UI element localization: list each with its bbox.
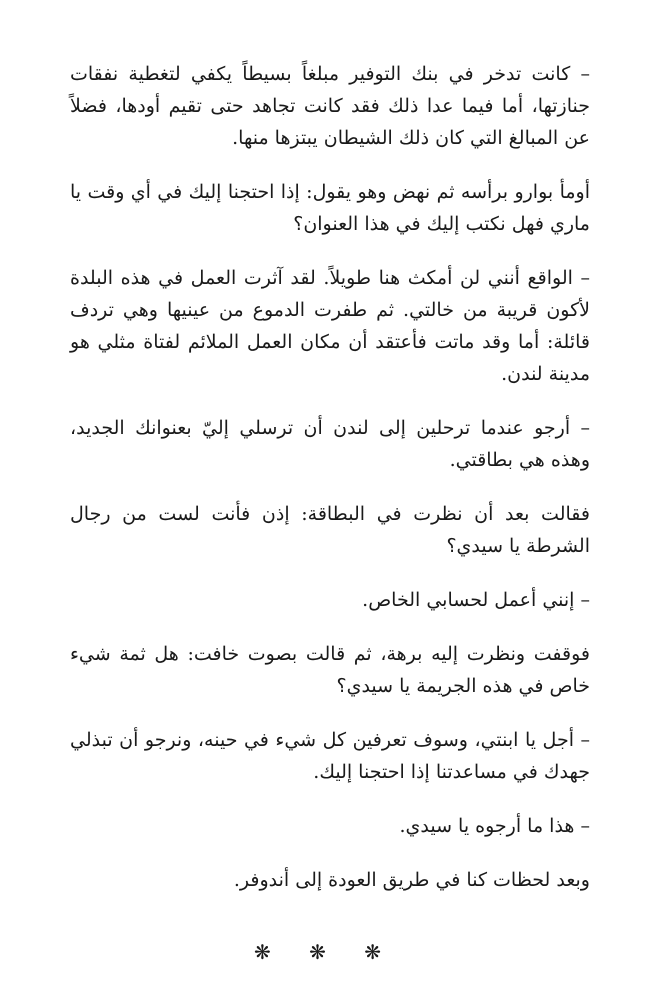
paragraph-8: – أجل يا ابنتي، وسوف تعرفين كل شيء في حينه، ونرجو أن تبذلي جهدك في مساعدتنا إذا احتجنا إليك. — [70, 729, 590, 783]
paragraph-3: – الواقع أنني لن أمكث هنا طويلاً. لقد آثرت العمل في هذه البلدة لأكون قريبة من خالتي. ثم طفرت الدموع من عينيها وهي تردف قائلة: أما وقد ماتت فأعتقد أن مكان العمل الملائم لفتاة مثلي هو مدينة لندن. — [70, 267, 590, 385]
paragraph-2: أومأ بوارو برأسه ثم نهض وهو يقول: إذا احتجنا إليك في أي وقت يا ماري فهل نكتب إليك في هذا العنوان؟ — [70, 181, 590, 235]
paragraph-9: – هذا ما أرجوه يا سيدي. — [399, 815, 590, 837]
paragraph-4: – أرجو عندما ترحلين إلى لندن أن ترسلي إليّ بعنوانك الجديد، وهذه هي بطاقتي. — [70, 417, 590, 471]
paragraph-10: وبعد لحظات كنا في طريق العودة إلى أندوفر. — [233, 869, 590, 891]
section-separator: ❋ ❋ ❋ — [254, 940, 397, 964]
paragraph-1: – كانت تدخر في بنك التوفير مبلغاً بسيطاً يكفي لتغطية نفقات جنازتها، أما فيما عدا ذلك فقد كانت تجاهد حتى تقيم أودها، فضلاً عن المبالغ التي كان ذلك الشيطان يبتزها منها. — [70, 63, 590, 149]
paragraph-5: فقالت بعد أن نظرت في البطاقة: إذن فأنت لست من رجال الشرطة يا سيدي؟ — [70, 503, 590, 557]
paragraph-6: – إنني أعمل لحسابي الخاص. — [362, 589, 590, 611]
book-page-text — [70, 58, 590, 918]
paragraph-7: فوقفت ونظرت إليه برهة، ثم قالت بصوت خافت: هل ثمة شيء خاص في هذه الجريمة يا سيدي؟ — [70, 643, 590, 697]
